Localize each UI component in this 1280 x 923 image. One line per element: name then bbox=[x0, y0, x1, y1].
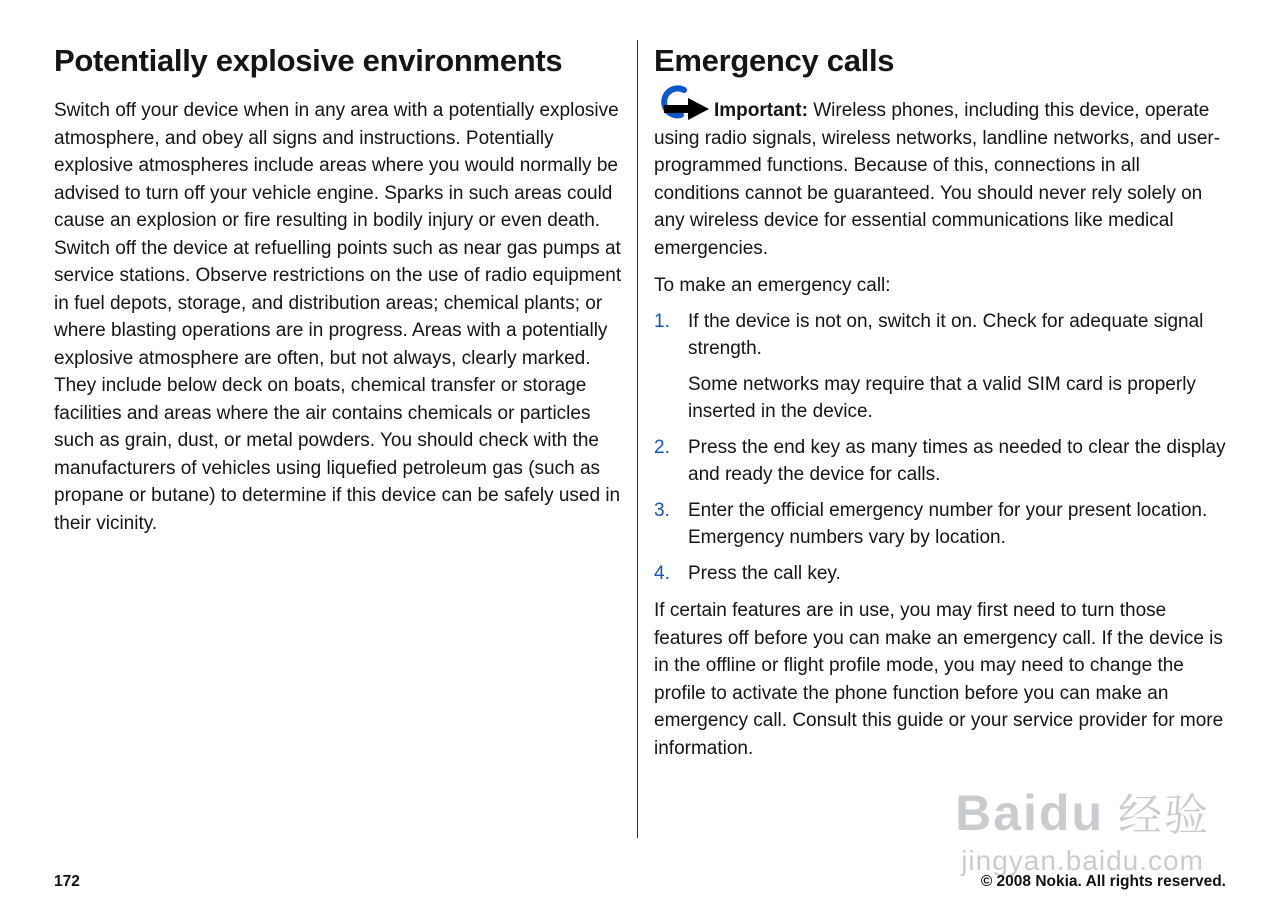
step-text: If the device is not on, switch it on. Check for adequate signal strength. bbox=[688, 310, 1204, 359]
column-divider bbox=[637, 40, 638, 838]
left-column bbox=[54, 38, 624, 537]
important-arrow-icon bbox=[654, 97, 712, 123]
step-text: Enter the official emergency number for your present location. Emergency numbers vary by location. bbox=[688, 499, 1208, 548]
important-text: Wireless phones, including this device, operate using radio signals, wireless networks, landline networks, and user-programmed functions. Because of this, connections in all conditions cannot be guaranteed. You should never rely solely on any wireless device for essential communications like medical emergencies. bbox=[654, 100, 1221, 259]
left-body-paragraph: Switch off your device when in any area with a potentially explosive atmosphere, and obey all signs and instructions. Potentially explosive atmospheres include areas where you would normally be advised to turn off your vehicle engine. Sparks in such areas could cause an explosion or fire resulting in bodily injury or even death. Switch off the device at refuelling points such as near gas pumps at service stations. Observe restrictions on the use of radio equipment in fuel depots, storage, and distribution areas; chemical plants; or where blasting operations are in progress. Areas with a potentially explosive atmosphere are often, but not always, clearly marked. They include below deck on boats, chemical transfer or storage facilities and areas where the air contains chemicals or particles such as grain, dust, or metal powders. You should check with the manufacturers of vehicles using liquefied petroleum gas (such as propane or butane) to determine if this device can be safely used in their vicinity. bbox=[54, 100, 622, 534]
step-body bbox=[688, 560, 1230, 588]
page-footer bbox=[54, 873, 1226, 891]
step-number: 2. bbox=[654, 436, 670, 458]
step-body bbox=[688, 434, 1230, 489]
left-heading: Potentially explosive environments bbox=[54, 43, 563, 78]
copyright-notice: © 2008 Nokia. All rights reserved. bbox=[980, 873, 1226, 890]
steps-intro: To make an emergency call: bbox=[654, 275, 891, 296]
page-number: 172 bbox=[54, 873, 80, 890]
right-heading: Emergency calls bbox=[654, 43, 895, 78]
right-column bbox=[654, 38, 1230, 762]
watermark-brand-latin: Baidu bbox=[955, 785, 1104, 842]
two-column-layout bbox=[54, 38, 1230, 841]
step-item bbox=[654, 497, 1230, 552]
step-number: 4. bbox=[654, 562, 670, 584]
step-body bbox=[688, 497, 1230, 552]
step-item bbox=[654, 560, 1230, 588]
step-body bbox=[688, 308, 1230, 426]
step-number: 1. bbox=[654, 310, 670, 332]
step-item bbox=[654, 434, 1230, 489]
step-text: Press the call key. bbox=[688, 562, 841, 584]
step-item bbox=[654, 308, 1230, 426]
closing-paragraph: If certain features are in use, you may first need to turn those features off before you can make an emergency call. If the device is in the offline or flight profile mode, you may need to change the profile to activate the phone function before you can make an emergency call. Consult this guide or your service provider for more information. bbox=[654, 600, 1224, 759]
emergency-steps bbox=[654, 308, 1230, 588]
important-label: Important: bbox=[714, 100, 808, 121]
watermark-url: jingyan.baidu.com bbox=[961, 844, 1204, 876]
step-note: Some networks may require that a valid SIM card is properly inserted in the device. bbox=[688, 373, 1196, 422]
step-number: 3. bbox=[654, 499, 670, 521]
watermark-brand-chinese: 经验 bbox=[1118, 791, 1210, 841]
important-note bbox=[654, 97, 1230, 262]
step-text: Press the end key as many times as needed to clear the display and ready the device for calls. bbox=[688, 436, 1226, 485]
